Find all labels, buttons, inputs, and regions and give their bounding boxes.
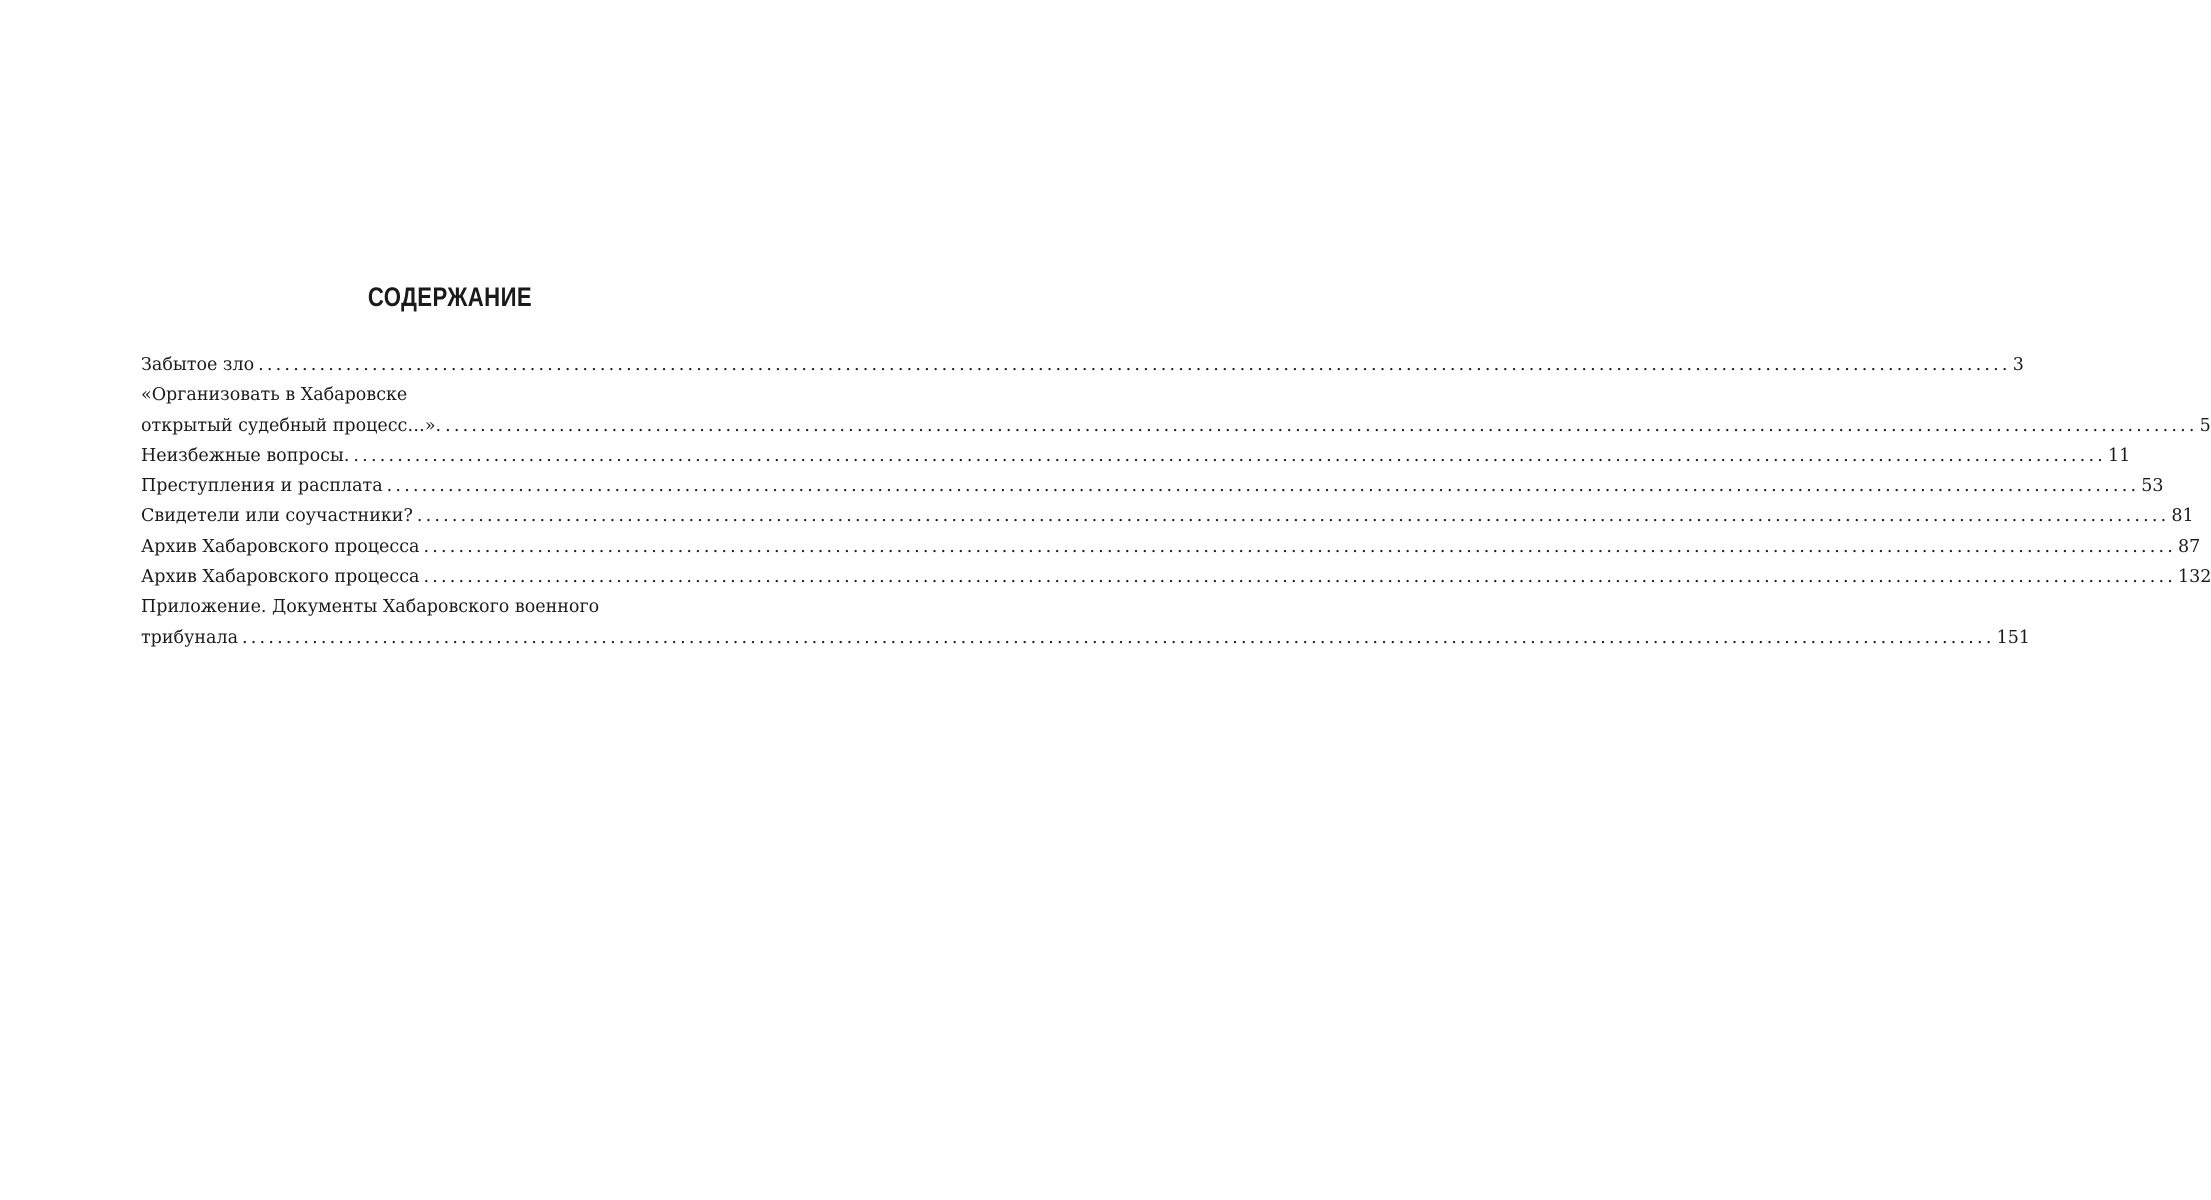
toc-page-number: 81	[2171, 506, 2194, 527]
toc-entry	[141, 380, 2211, 441]
toc-entry-title-continued: трибунала	[141, 627, 239, 648]
toc-entry	[141, 562, 2211, 592]
toc-entry	[141, 592, 2030, 653]
toc-entry-title-continued: открытый судебный процесс…».	[141, 415, 442, 436]
toc-page-number: 5	[2199, 415, 2211, 436]
toc-entry	[141, 441, 2131, 471]
dot-leader: ........................................................................................................................................................................................................	[416, 506, 2170, 527]
toc-entry-title: Забытое зло	[141, 355, 255, 375]
dot-leader: ........................................................................................................................................................................................................	[445, 415, 2198, 436]
toc-entry	[141, 350, 2024, 380]
toc-entry	[141, 471, 2164, 501]
dot-leader: ........................................................................................................................................................................................................	[353, 445, 2106, 466]
dot-leader: ........................................................................................................................................................................................................	[258, 355, 2011, 375]
toc-page-number: 11	[2107, 445, 2131, 466]
toc-entry-title: Свидетели или соучастники?	[141, 506, 413, 527]
toc-entry-title: Приложение. Документы Хабаровского военного	[141, 597, 600, 618]
toc-entry	[141, 501, 2194, 531]
dot-leader: ........................................................................................................................................................................................................	[423, 536, 2177, 557]
toc-heading: СОДЕРЖАНИЕ	[367, 282, 533, 312]
toc-entry-title: Архив Хабаровского процесса	[141, 567, 420, 588]
toc-entry-title: «Организовать в Хабаровске	[141, 385, 408, 406]
toc-entry-title: Преступления и расплата	[141, 476, 383, 497]
toc-page-number: 132	[2178, 567, 2211, 588]
dot-leader: ........................................................................................................................................................................................................	[423, 567, 2177, 588]
dot-leader: ........................................................................................................................................................................................................	[242, 627, 1995, 648]
table-of-contents	[141, 350, 2211, 653]
toc-page-number: 87	[2178, 536, 2201, 557]
toc-entry-title: Неизбежные вопросы.	[141, 445, 350, 466]
toc-entry-title: Архив Хабаровского процесса	[141, 536, 420, 557]
toc-page-number: 3	[2012, 355, 2024, 375]
dot-leader: ........................................................................................................................................................................................................	[386, 476, 2140, 497]
toc-page-number: 53	[2141, 476, 2164, 497]
toc-entry	[141, 532, 2201, 562]
toc-page-number: 151	[1996, 627, 2030, 648]
